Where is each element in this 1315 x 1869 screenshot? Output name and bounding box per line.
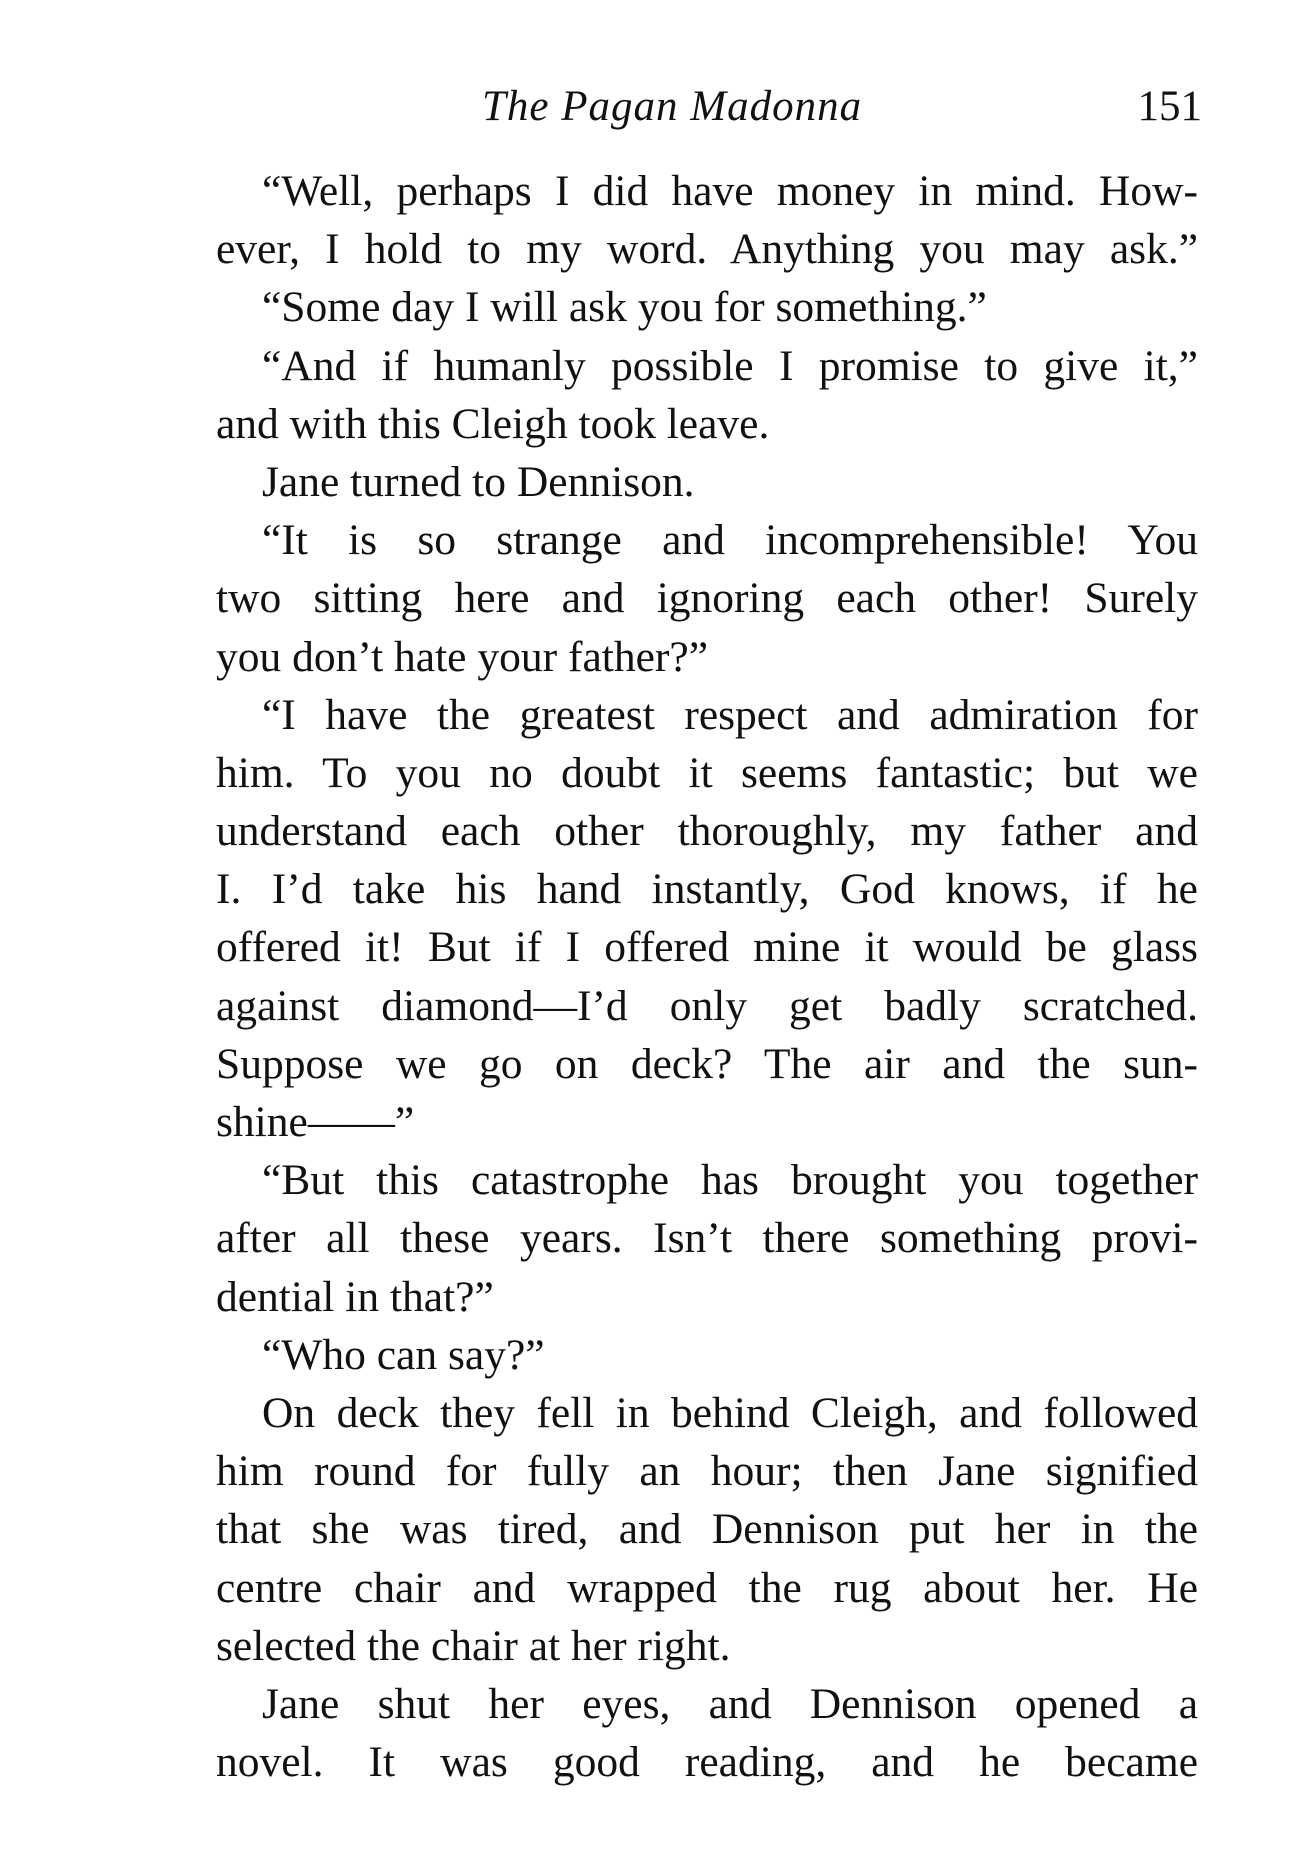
text-line: “It is so strange and incomprehensible! You (262, 516, 1198, 565)
text-line: him. To you no doubt it seems fantastic; but we (216, 748, 1198, 797)
text-line: understand each other thoroughly, my father and (216, 807, 1198, 856)
text-line: “I have the greatest respect and admiration for (262, 690, 1198, 739)
text-line: you don’t hate your father?” (216, 632, 709, 681)
page-number: 151 (1137, 83, 1202, 130)
text-line: two sitting here and ignoring each other! Surely (216, 574, 1198, 623)
text-line: offered it! But if I offered mine it would be glass (216, 923, 1198, 972)
text-line: after all these years. Isn’t there something provi- (216, 1214, 1198, 1263)
text-line: that she was tired, and Dennison put her in the (216, 1505, 1198, 1554)
text-line: “Well, perhaps I did have money in mind. How- (262, 167, 1198, 215)
running-header (212, 82, 1202, 142)
text-line: “And if humanly possible I promise to give it,” (262, 341, 1198, 390)
text-line: “But this catastrophe has brought you together (262, 1156, 1198, 1205)
text-line: and with this Cleigh took leave. (216, 399, 770, 448)
text-line: selected the chair at her right. (216, 1621, 731, 1670)
text-line: him round for fully an hour; then Jane signified (216, 1447, 1198, 1496)
text-line: shine——” (216, 1098, 415, 1146)
text-line: Jane shut her eyes, and Dennison opened a (262, 1679, 1198, 1728)
text-line: On deck they fell in behind Cleigh, and followed (262, 1388, 1198, 1437)
text-line: novel. It was good reading, and he became (216, 1738, 1198, 1787)
text-line: “Who can say?” (262, 1330, 545, 1379)
text-line: dential in that?” (216, 1272, 494, 1321)
text-line: Jane turned to Dennison. (262, 457, 695, 506)
text-line: ever, I hold to my word. Anything you may ask.” (216, 225, 1198, 274)
text-line: against diamond—I’d only get badly scratched. (216, 981, 1198, 1030)
text-line: I. I’d take his hand instantly, God knows, if he (216, 865, 1198, 914)
text-line: centre chair and wrapped the rug about her. He (216, 1563, 1198, 1612)
running-title: The Pagan Madonna (482, 83, 863, 130)
text-line: “Some day I will ask you for something.” (262, 283, 987, 332)
text-line: Suppose we go on deck? The air and the sun- (216, 1039, 1198, 1088)
body-text (216, 162, 1198, 1791)
